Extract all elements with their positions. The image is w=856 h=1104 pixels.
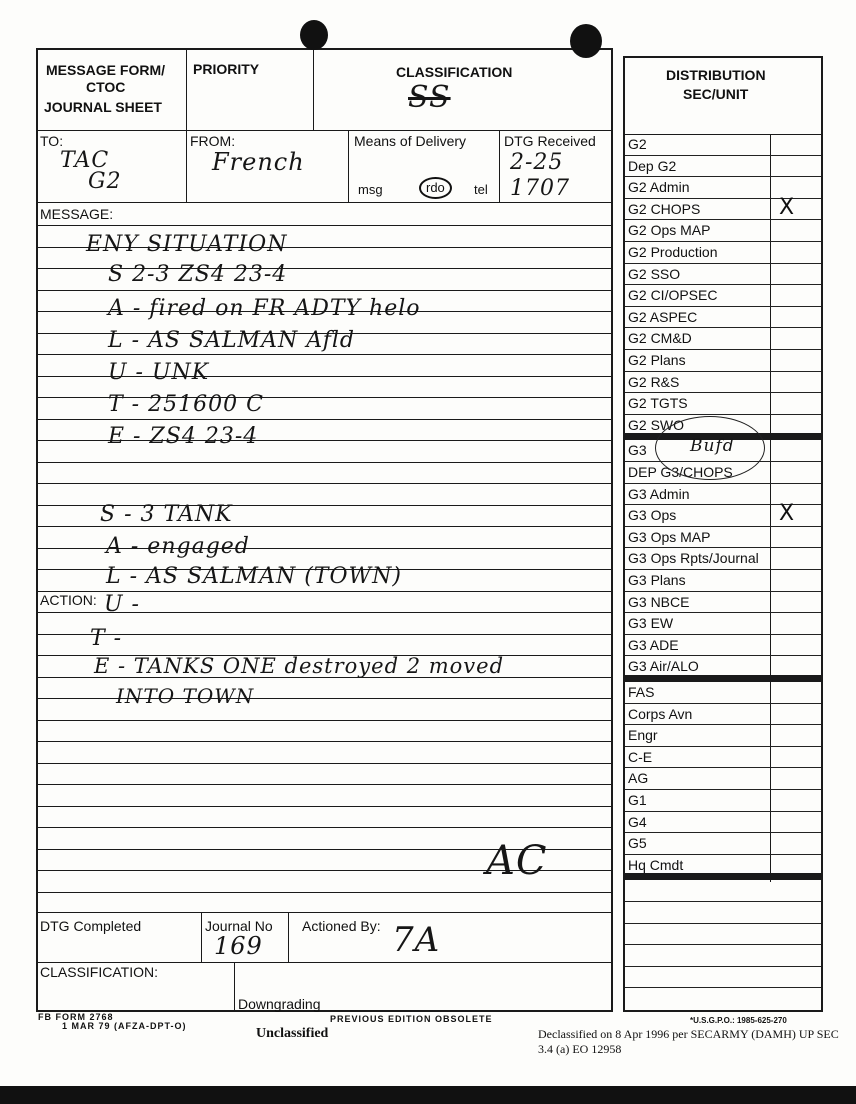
- distribution-row: [625, 501, 821, 527]
- distribution-blank-row: [625, 902, 821, 924]
- header-bottom: [36, 130, 613, 131]
- distribution-row: [625, 242, 821, 264]
- swo-circle-annotation: [655, 416, 765, 480]
- ruled-line: [36, 354, 613, 355]
- downgrading-label: Downgrading: [238, 996, 321, 1012]
- routing-divider-3: [499, 130, 500, 202]
- bottom-divider-3: [234, 962, 235, 1012]
- message-line: T - 251600 C: [108, 392, 264, 417]
- distribution-row-label: G2 CI/OPSEC: [628, 287, 718, 304]
- priority-label: PRIORITY: [193, 61, 260, 77]
- distribution-row-label: G3 Ops Rpts/Journal: [628, 550, 759, 567]
- distribution-row-label: G2 SWO: [628, 416, 685, 433]
- initials: AC: [486, 838, 548, 884]
- distribution-row-label: G2 Admin: [628, 179, 690, 196]
- distribution-row: [625, 350, 821, 372]
- message-line: T -: [90, 626, 123, 651]
- means-msg: msg: [358, 182, 383, 197]
- form-title-line3: JOURNAL SHEET: [44, 99, 162, 115]
- ruled-line: [36, 225, 613, 226]
- message-line: INTO TOWN: [116, 684, 255, 708]
- form-title-line1: MESSAGE FORM/: [46, 62, 166, 78]
- distribution-row-label: Hq Cmdt: [628, 856, 684, 873]
- ruled-line: [36, 483, 613, 484]
- distribution-row: [625, 635, 821, 657]
- message-line: L - AS SALMAN Afld: [108, 328, 355, 353]
- distribution-row: [625, 548, 821, 570]
- distribution-row: [625, 264, 821, 286]
- punch-hole: [300, 20, 328, 50]
- message-line: U - UNK: [108, 360, 210, 385]
- classification-label: CLASSIFICATION: [396, 64, 513, 80]
- distribution-row-label: G4: [628, 813, 647, 830]
- form-border-left: [36, 48, 38, 1012]
- means-of-delivery-label: Means of Delivery: [354, 133, 467, 149]
- distribution-row-label: G3 EW: [628, 615, 674, 632]
- distribution-row: [625, 307, 821, 329]
- distribution-row-label: G1: [628, 792, 647, 808]
- classification-value: SS: [408, 80, 451, 115]
- to-value-line1: TAC: [60, 148, 110, 173]
- distribution-row: [625, 747, 821, 769]
- distribution-row-mark: X: [779, 194, 795, 220]
- distribution-row-label: G3 Admin: [628, 485, 690, 502]
- form-border-bottom: [36, 1010, 613, 1012]
- message-line: A - engaged: [106, 534, 250, 559]
- distribution-row: [625, 704, 821, 726]
- distribution-row-label: C-E: [628, 748, 653, 765]
- distribution-row-label: G3 Ops: [628, 507, 677, 524]
- classification-footer-label: CLASSIFICATION:: [40, 964, 158, 980]
- distribution-blank-row: [625, 945, 821, 967]
- distribution-title-line1: DISTRIBUTION: [666, 67, 766, 83]
- message-line: L - AS SALMAN (TOWN): [106, 564, 402, 589]
- distribution-row: [625, 527, 821, 549]
- declassified-note-line1: Declassified on 8 Apr 1996 per SECARMY (DAMH) UP SEC: [538, 1027, 839, 1041]
- from-value: French: [212, 148, 305, 176]
- distribution-row-label: G2 Plans: [628, 352, 686, 368]
- dtg-received-time: 1707: [510, 176, 570, 201]
- message-line: A - fired on FR ADTY helo: [108, 296, 421, 321]
- distribution-row: [625, 812, 821, 834]
- distribution-row: [625, 790, 821, 812]
- dist-border-bottom: [623, 1010, 823, 1012]
- distribution-row: [625, 285, 821, 307]
- journal-no-value: 169: [214, 932, 263, 960]
- ruled-line: [36, 419, 613, 420]
- ruled-line: [36, 763, 613, 764]
- ruled-line: [36, 290, 613, 291]
- distribution-row-label: G2 SSO: [628, 265, 681, 282]
- distribution-row-label: G2 R&S: [628, 373, 680, 390]
- form-number-line1: FB FORM 2768: [38, 1012, 114, 1022]
- ruled-line: [36, 892, 613, 893]
- distribution-row-label: Engr: [628, 727, 658, 744]
- distribution-group-separator: [623, 873, 823, 880]
- distribution-handwritten-note: Bufd: [690, 436, 735, 456]
- distribution-row-label: DEP G3/CHOPS: [628, 464, 733, 480]
- distribution-row-label: G3: [628, 442, 647, 459]
- distribution-row: [625, 613, 821, 635]
- distribution-row-label: G3 NBCE: [628, 593, 690, 610]
- gpo-note: *U.S.G.P.O.: 1985-625-270: [690, 1016, 787, 1025]
- to-label: TO:: [40, 133, 64, 149]
- distribution-row-label: AG: [628, 770, 649, 787]
- distribution-row-label: Corps Avn: [628, 705, 693, 722]
- message-line: U -: [104, 592, 140, 617]
- actioned-by-label: Actioned By:: [302, 918, 381, 934]
- message-line: E - TANKS ONE destroyed 2 moved: [94, 654, 505, 678]
- dtg-received-label: DTG Received: [504, 133, 596, 149]
- to-value-line2: G2: [88, 169, 122, 194]
- dist-border-top: [623, 56, 823, 58]
- distribution-row-label: FAS: [628, 684, 655, 700]
- routing-divider-2: [348, 130, 349, 202]
- routing-divider-1: [186, 130, 187, 202]
- distribution-row-mark: X: [779, 501, 795, 527]
- distribution-row-label: G3 Air/ALO: [628, 658, 699, 675]
- previous-edition-note: PREVIOUS EDITION OBSOLETE: [330, 1014, 493, 1024]
- ruled-line: [36, 634, 613, 635]
- punch-hole: [570, 24, 602, 58]
- dtg-received-date: 2-25: [510, 150, 564, 175]
- means-rdo: rdo: [419, 177, 452, 199]
- distribution-row-label: G2: [628, 136, 647, 152]
- scan-edge: [0, 1086, 856, 1104]
- distribution-row: [625, 682, 821, 704]
- unclassified-stamp: Unclassified: [256, 1026, 329, 1041]
- from-label: FROM:: [190, 133, 236, 149]
- distribution-group-separator: [623, 675, 823, 682]
- distribution-blank-row: [625, 880, 821, 902]
- distribution-row-label: G3 Plans: [628, 572, 686, 588]
- distribution-row: [625, 372, 821, 394]
- distribution-title-line2: SEC/UNIT: [683, 86, 749, 102]
- distribution-row: [625, 134, 821, 156]
- ruled-line: [36, 784, 613, 785]
- distribution-row-label: G2 ASPEC: [628, 308, 698, 325]
- distribution-row: [625, 570, 821, 592]
- bottom-divider-2: [288, 912, 289, 962]
- action-label: ACTION:: [40, 592, 97, 608]
- distribution-row: [625, 833, 821, 855]
- form-title-line2: CTOC: [86, 79, 126, 95]
- dtg-completed-label: DTG Completed: [40, 918, 142, 934]
- actioned-by-value: 7A: [392, 920, 441, 960]
- distribution-row-label: G5: [628, 835, 647, 852]
- journal-no-label: Journal No: [205, 918, 273, 934]
- distribution-row-label: G2 CM&D: [628, 330, 692, 347]
- distribution-row-label: G3 ADE: [628, 636, 679, 653]
- ruled-line: [36, 720, 613, 721]
- message-line: E - ZS4 23-4: [108, 424, 259, 449]
- distribution-row-label: G2 Ops MAP: [628, 222, 711, 239]
- form-border-right: [611, 48, 613, 1012]
- form-border-top: [36, 48, 613, 50]
- message-line: S 2-3 ZS4 23-4: [108, 262, 288, 287]
- ruled-line: [36, 806, 613, 807]
- distribution-row-label: Dep G2: [628, 157, 677, 174]
- message-line: ENY SITUATION: [86, 232, 288, 257]
- distribution-blank-row: [625, 924, 821, 946]
- distribution-row: [625, 220, 821, 242]
- distribution-row: [625, 393, 821, 415]
- means-tel: tel: [474, 182, 488, 197]
- ruled-line: [36, 741, 613, 742]
- message-label: MESSAGE:: [40, 206, 114, 222]
- ruled-line: [36, 462, 613, 463]
- distribution-row-label: G2 Production: [628, 244, 718, 260]
- bottom-mid: [36, 962, 613, 963]
- distribution-row: [625, 768, 821, 790]
- distribution-row: [625, 725, 821, 747]
- distribution-row: [625, 194, 821, 221]
- ruled-line: [36, 827, 613, 828]
- declassified-note-line2: 3.4 (a) EO 12958: [538, 1042, 622, 1056]
- routing-bottom: [36, 202, 613, 203]
- distribution-row-label: G2 TGTS: [628, 395, 688, 412]
- header-divider-1: [186, 48, 187, 130]
- distribution-row-label: G3 Ops MAP: [628, 528, 711, 545]
- message-line: S - 3 TANK: [100, 502, 233, 527]
- distribution-blank-row: [625, 967, 821, 989]
- distribution-row: [625, 592, 821, 614]
- distribution-row: [625, 156, 821, 178]
- bottom-top: [36, 912, 613, 913]
- form-number-line2: 1 MAR 79 (AFZA-DPT-O): [62, 1021, 187, 1031]
- distribution-row-label: G2 CHOPS: [628, 200, 701, 217]
- bottom-divider-1: [201, 912, 202, 962]
- dist-border-right: [821, 56, 823, 1012]
- header-divider-2: [313, 48, 314, 130]
- distribution-row: [625, 328, 821, 350]
